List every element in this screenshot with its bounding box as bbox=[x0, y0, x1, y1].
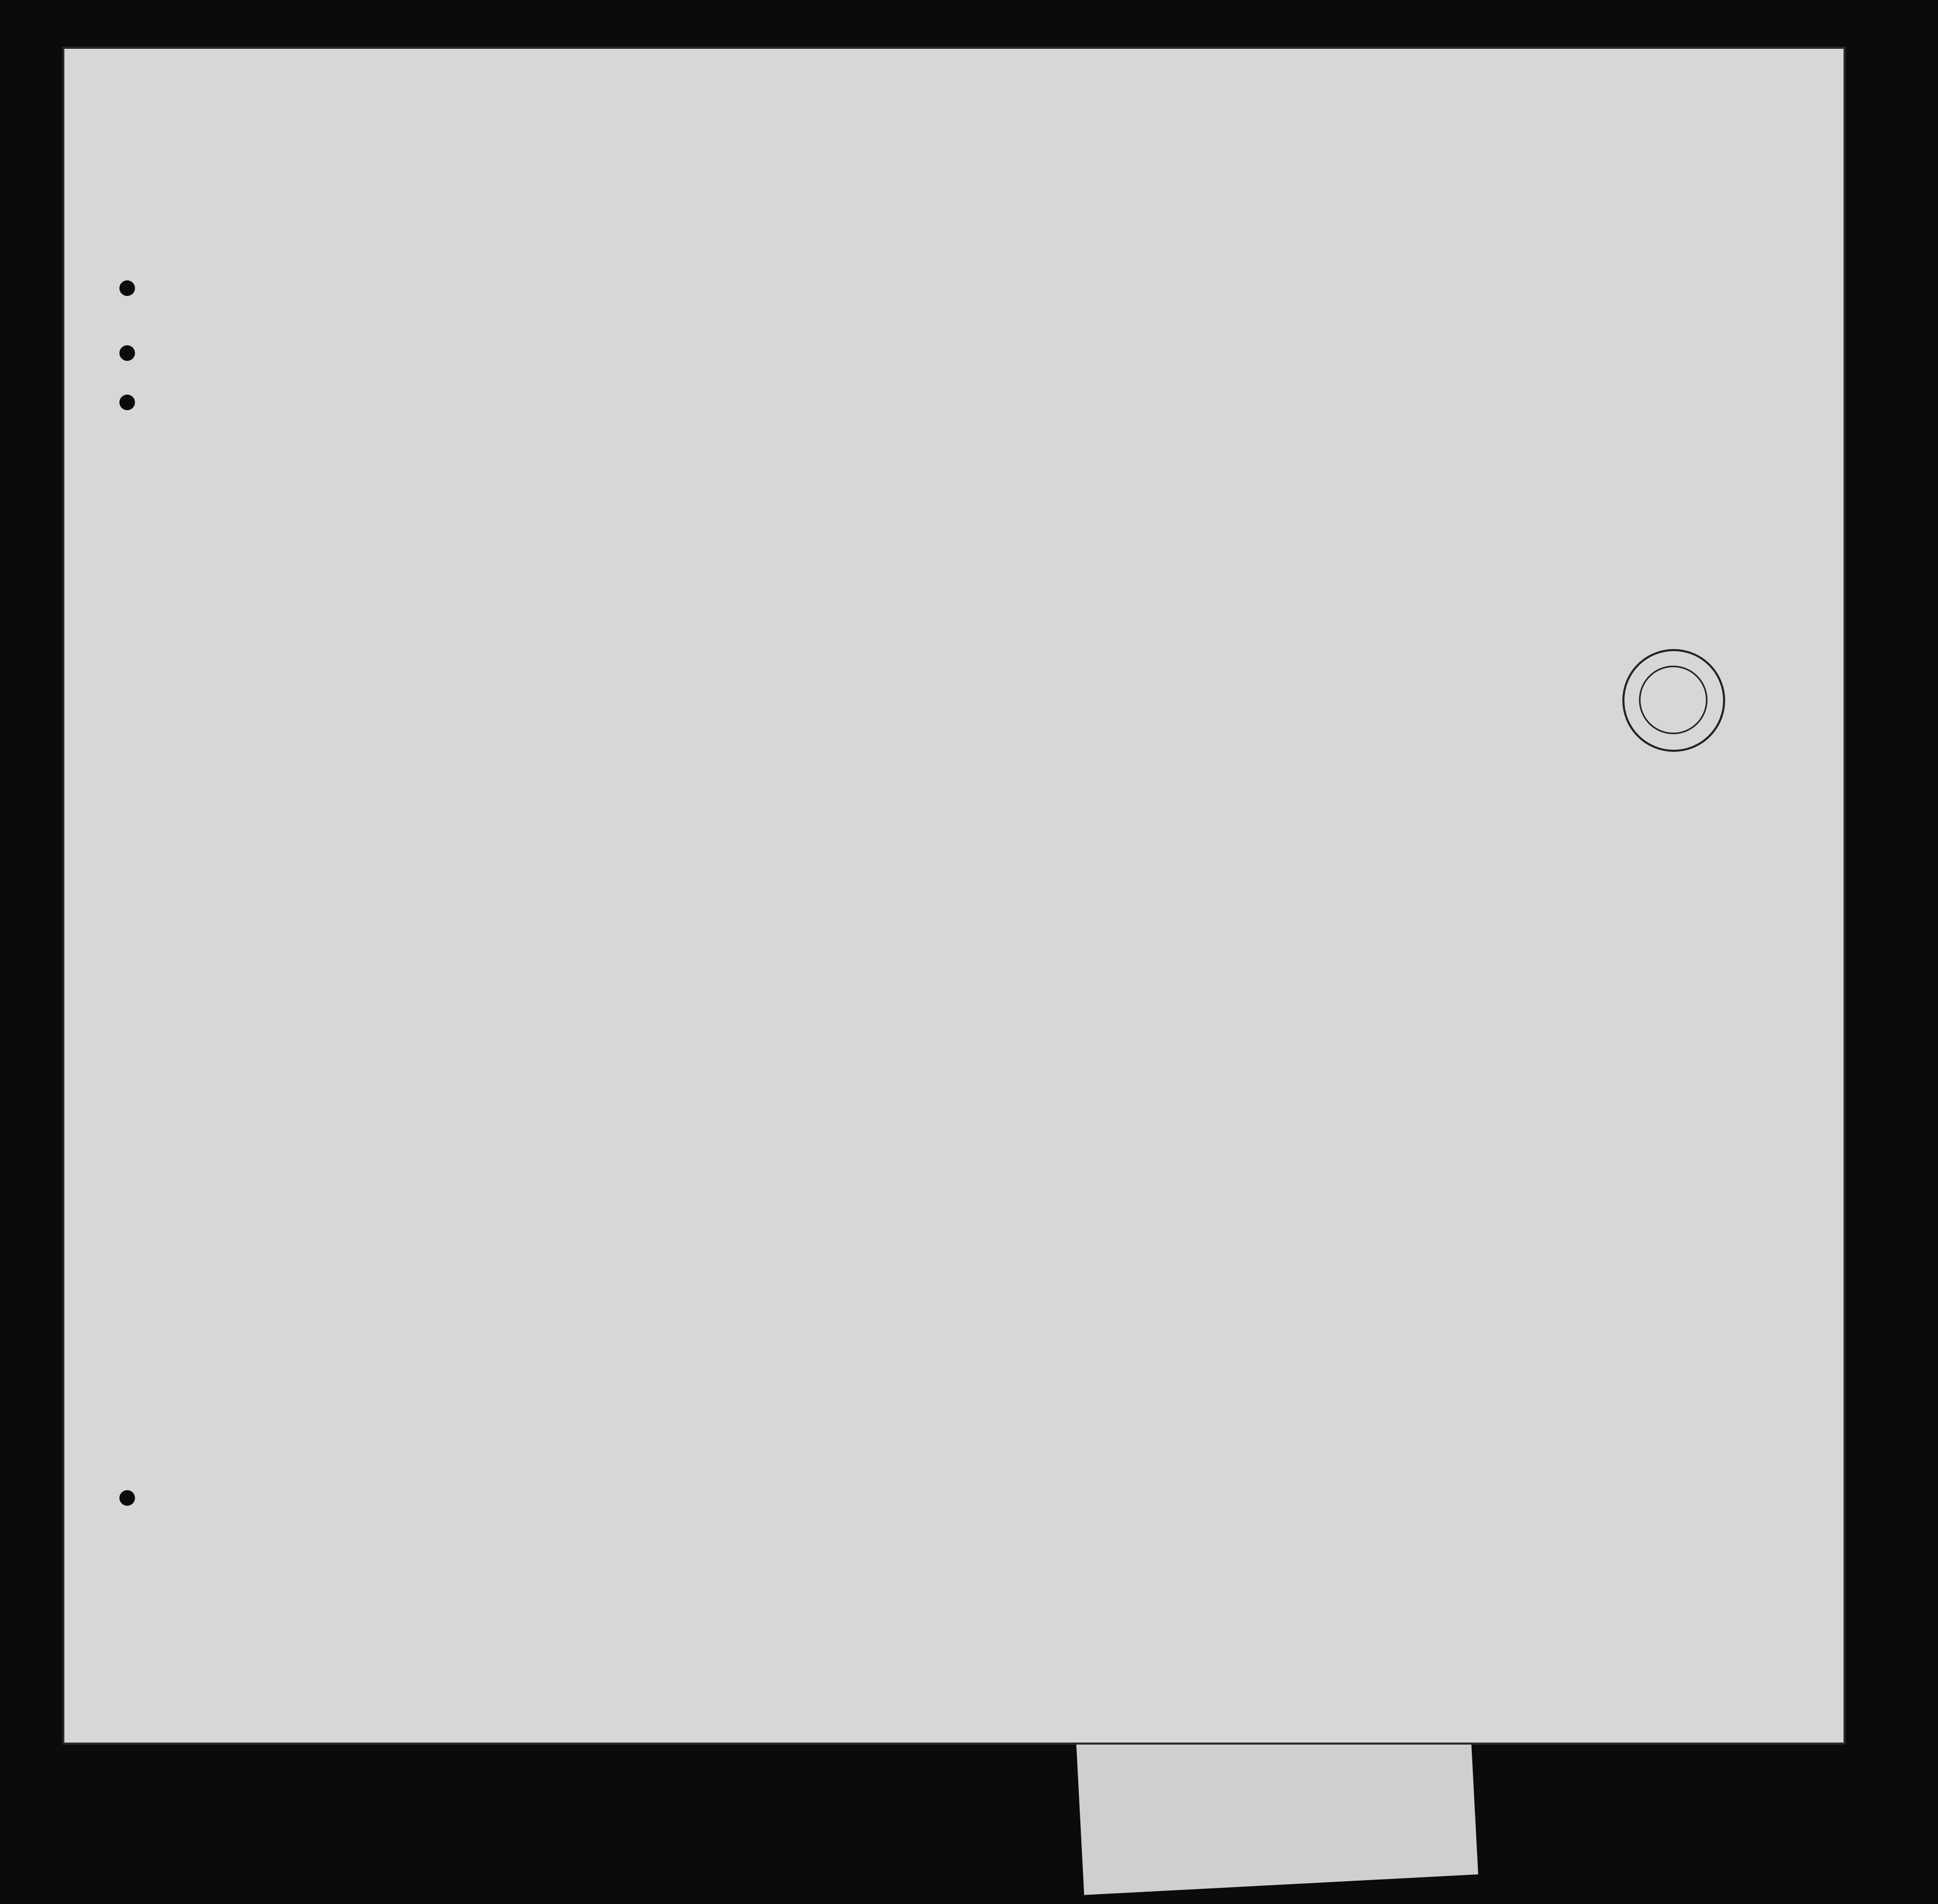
consul-seal bbox=[1622, 649, 1725, 752]
binder-hole bbox=[119, 280, 135, 296]
binder-hole bbox=[119, 1490, 135, 1506]
binder-hole bbox=[119, 395, 135, 410]
attached-slip bbox=[1076, 1719, 1479, 1895]
manifest-sheet bbox=[62, 47, 1846, 1745]
binder-hole bbox=[119, 345, 135, 361]
form-rules bbox=[62, 47, 1846, 1745]
